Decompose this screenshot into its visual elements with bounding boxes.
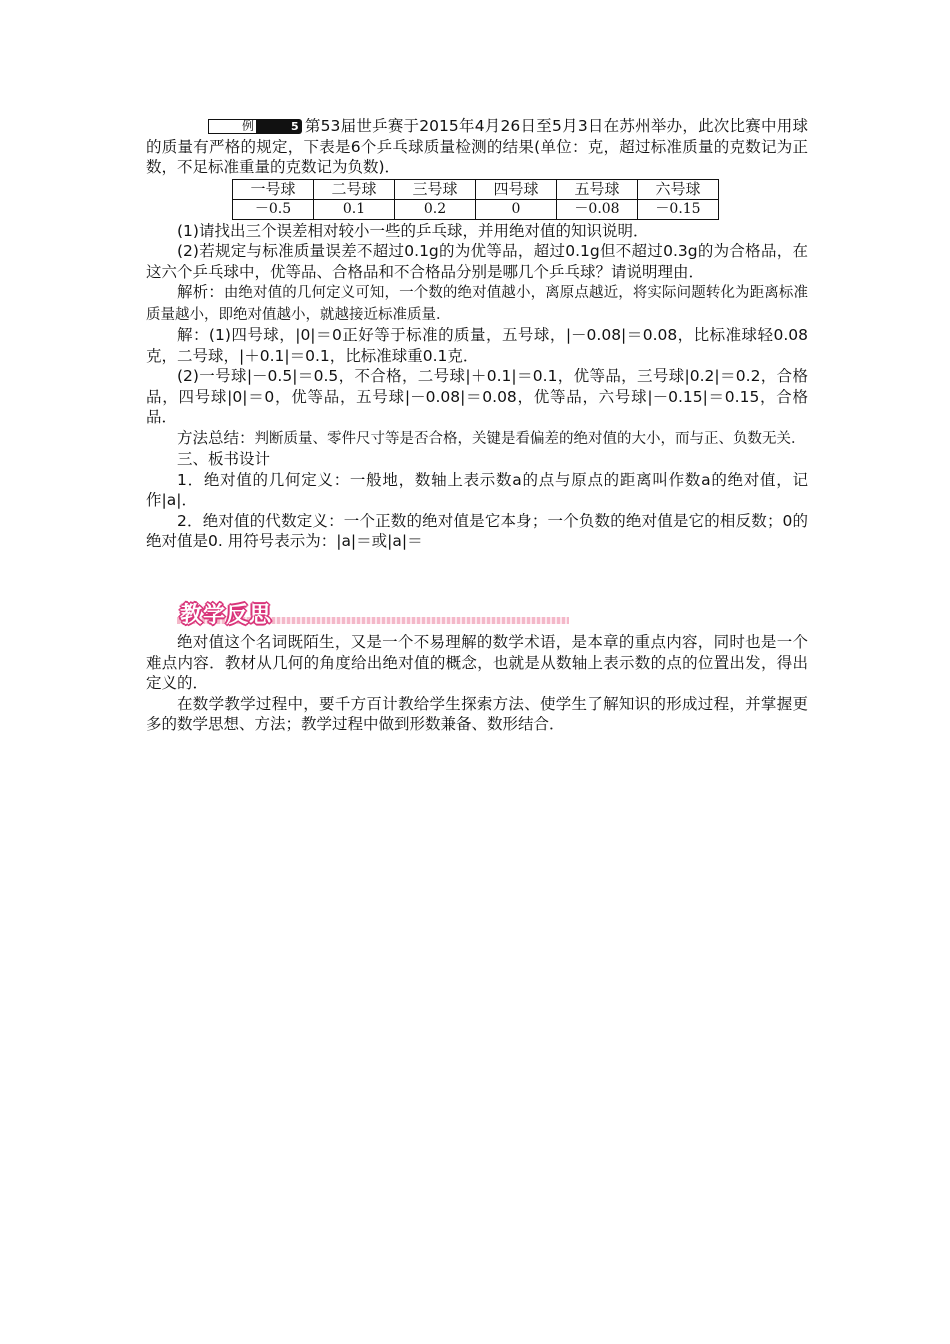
reflection-paragraph-1: 绝对值这个名词既陌生，又是一个不易理解的数学术语，是本章的重点内容，同时也是一个难点内容．教材从几何的角度给出绝对值的概念，也就是从数轴上表示数的点的位置出发，得出定义的．: [146, 633, 808, 692]
board-item-1: 1．绝对值的几何定义：一般地，数轴上表示数a的点与原点的距离叫作数a的绝对值，记作|a|．: [146, 470, 808, 509]
example-badge-label: 例: [208, 119, 257, 134]
table-header-cell: 六号球: [638, 179, 719, 199]
table-header-cell: 一号球: [233, 179, 314, 199]
table-cell: －0.08: [557, 199, 638, 219]
table-header-cell: 四号球: [476, 179, 557, 199]
example-intro: [146, 116, 808, 178]
example-intro-text: 第53届世乒赛于2015年4月26日至5月3日在苏州举办，此次比赛中用球的质量有严格的规定，下表是6个乒乓球质量检测的结果(单位：克，超过标准质量的克数记为正数，不足标准重量的克数记为负数)．: [146, 117, 808, 176]
reflection-banner: [177, 598, 569, 628]
table-cell: －0.5: [233, 199, 314, 219]
reflection-paragraph-2: 在数学教学过程中，要千方百计教给学生探索方法、使学生了解知识的形成过程，并掌握更多的数学思想、方法；教学过程中做到形数兼备、数形结合．: [146, 694, 808, 733]
analysis: [146, 282, 808, 325]
table-header-cell: 三号球: [395, 179, 476, 199]
method-label: 方法总结：: [177, 428, 255, 447]
table-row: [233, 199, 719, 219]
question-1: (1)请找出三个误差相对较小一些的乒乓球，并用绝对值的知识说明．: [177, 221, 649, 240]
table-cell: －0.15: [638, 199, 719, 219]
example-badge: [177, 118, 302, 133]
question-2: (2)若规定与标准质量误差不超过0.1g的为优等品，超过0.1g但不超过0.3g的为合格品，在这六个乒乓球中，优等品、合格品和不合格品分别是哪几个乒乓球？请说明理由．: [146, 242, 808, 281]
analysis-text: 由绝对值的几何定义可知，一个数的绝对值越小，离原点越近，将实际问题转化为距离标准质量越小，即绝对值越小，就越接近标准质量．: [146, 285, 808, 323]
solution-2: (2)一号球|－0.5|＝0.5，不合格，二号球|＋0.1|＝0.1，优等品，三号球|0.2|＝0.2，合格品，四号球|0|＝0，优等品，五号球|－0.08|＝0.08，优等品，六号球|－0.15|＝0.15，合格品．: [146, 367, 808, 426]
board-item-2: 2．绝对值的代数定义：一个正数的绝对值是它本身；一个负数的绝对值是它的相反数；0的绝对值是0. 用符号表示为：|a|＝或|a|＝: [146, 511, 808, 550]
lesson-content: [146, 116, 808, 552]
table-cell: 0: [476, 199, 557, 219]
table-cell: 0.2: [395, 199, 476, 219]
board-heading: 三、板书设计: [177, 450, 271, 468]
example-badge-number: 5: [257, 119, 302, 134]
table-cell: 0.1: [314, 199, 395, 219]
table-header-cell: 五号球: [557, 179, 638, 199]
reflection-title: 教学反思: [180, 603, 273, 628]
ball-mass-table: [232, 179, 719, 220]
method-summary: [146, 428, 808, 450]
table-header-cell: 二号球: [314, 179, 395, 199]
analysis-label: 解析：: [177, 283, 224, 301]
solution-1: 解：(1)四号球，|0|＝0正好等于标准的质量，五号球，|－0.08|＝0.08，比标准球轻0.08克，二号球，|＋0.1|＝0.1，比标准球重0.1克．: [146, 326, 808, 365]
table-header-row: [233, 179, 719, 199]
reflection-content: [146, 632, 808, 735]
method-text: 判断质量、零件尺寸等是否合格，关键是看偏差的绝对值的大小，而与正、负数无关．: [254, 430, 806, 447]
